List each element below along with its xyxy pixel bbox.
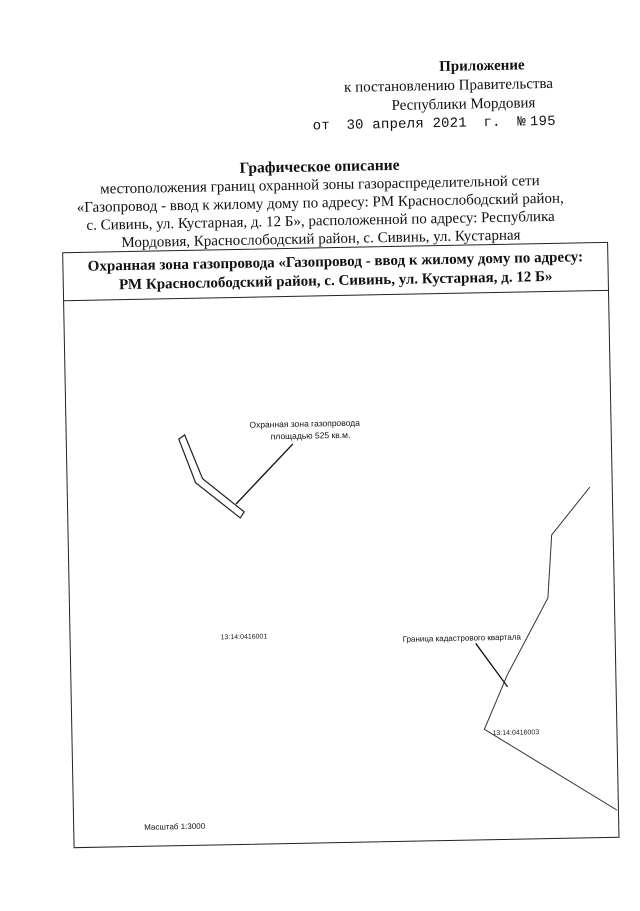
appendix-republic-line: Республики Мордовия <box>391 95 536 114</box>
appendix-date: 30 апреля 2021 <box>346 115 468 134</box>
frame-header-line1: Охранная зона газопровода «Газопровод - ввод к жилому дому по адресу: <box>87 249 584 275</box>
map-frame <box>62 242 619 848</box>
appendix-year-suffix: г. <box>483 114 501 132</box>
zone-label-line1: Охранная зона газопровода <box>249 417 360 430</box>
appendix-block <box>235 56 556 138</box>
map-scale-label: Масштаб 1:3000 <box>144 821 206 832</box>
appendix-number-sign: № <box>517 114 527 131</box>
quarter-label-leader <box>476 643 508 688</box>
quarter-boundary-label: Граница кадастрового квартала <box>402 632 521 644</box>
heading-title: Графическое описание <box>239 156 400 177</box>
appendix-number: 195 <box>529 113 556 131</box>
protection-zone-polygon <box>179 434 245 519</box>
appendix-resolution-line: к постановлению Правительства <box>343 75 554 96</box>
quarter-number-left: 13:14:0416001 <box>220 633 268 642</box>
appendix-title: Приложение <box>439 57 525 76</box>
zone-label-leader <box>235 444 294 504</box>
appendix-date-prefix: от <box>312 118 331 135</box>
frame-header-line2: РМ Краснослободский район, с. Сивинь, ул. Кустарная, д. 12 Б» <box>118 268 553 294</box>
site-plan-map <box>64 291 617 846</box>
heading-line: с. Сивинь, ул. Кустарная, д. 12 Б», расположенной по адресу: Республика <box>86 208 555 234</box>
document-heading <box>54 153 586 253</box>
heading-line: Мордовия, Краснослободский район, с. Сивинь, ул. Кустарная <box>121 227 521 252</box>
zone-label-line2: площадью 525 кв.м. <box>270 429 351 442</box>
cadastral-quarter-boundary <box>480 487 618 813</box>
heading-line: «Газопровод - ввод к жилому дому по адресу: РМ Краснослободский район, <box>76 190 564 217</box>
quarter-number-right: 13:14:0416003 <box>492 729 540 738</box>
heading-line: местоположения границ охранной зоны газораспределительной сети <box>99 173 540 198</box>
